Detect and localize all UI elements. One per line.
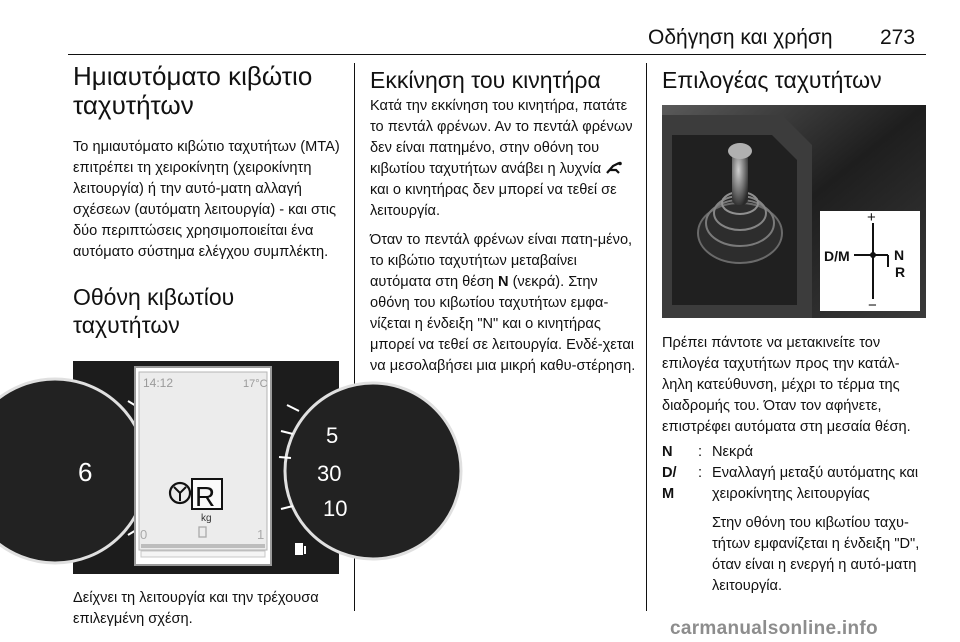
gearbox-display-figure [73, 361, 348, 574]
definition-row [662, 442, 928, 463]
paragraph-text-continued: (νεκρά). Στην οθόνη του κιβωτίου ταχυτήτων εμφα-νίζεται η ένδειξη "N" και ο κινητήρας μπορεί να τεθεί σε λειτουργία. Ενδέ-χεται να μεσολαβήσει μια μικρή καθυ-στέρηση. [370, 274, 636, 374]
definition-separator: : [698, 465, 703, 481]
pattern-dm: D/M [824, 248, 850, 264]
gear-lever-illustration [662, 105, 926, 318]
brake-pedal-lamp-icon [605, 161, 623, 175]
paragraph-text: Κατά την εκκίνηση του κινητήρα, πατάτε το πεντάλ φρένων. Αν το πεντάλ φρένων δεν είναι πατημένο, στην οθόνη του κιβωτίου ταχυτήτων ανάβει η λυχνία [370, 98, 633, 177]
section-heading-engine-start: Εκκίνηση του κινητήρα [370, 67, 601, 93]
column-left [73, 61, 348, 630]
column-divider-2 [646, 63, 647, 611]
pattern-n: N [894, 247, 905, 263]
gauge-right-number-2: 30 [317, 461, 342, 486]
definition-note-row [662, 513, 928, 597]
pattern-minus: − [868, 297, 877, 314]
kg-label: kg [201, 513, 212, 524]
scale-max: 1 [257, 527, 265, 542]
figure-caption: Δείχνει τη λειτουργία και την τρέχουσα επιλεγμένη σχέση. [73, 590, 319, 627]
instrument-cluster-illustration [73, 361, 348, 574]
watermark: carmanualsonline.info [670, 618, 878, 639]
definition-description: Εναλλαγή μεταξύ αυτόματης και χειροκίνητης λειτουργίας [712, 465, 919, 502]
intro-paragraph: Το ημιαυτόματο κιβώτιο ταχυτήτων (MTA) επιτρέπει τη χειροκίνητη (χειροκίνητη λειτουργία) ή την αυτό-ματη αλλαγή σχέσεων (αυτόματη λειτουργία) - και στις δύο περιπτώσεις χρησιμοποιείται ένα αυτόματο σύστημα ελέγχου συμπλέκτη. [73, 139, 340, 260]
subsection-heading: Οθόνη κιβωτίου ταχυτήτων [73, 284, 235, 338]
gear-selector-figure [662, 105, 926, 318]
header-title: Οδήγηση και χρήση [648, 26, 833, 49]
scale-min: 0 [140, 527, 148, 542]
definition-term: D/ M [662, 465, 677, 502]
column-middle [370, 62, 636, 377]
display-time: 14:12 [143, 376, 174, 390]
column-right [662, 62, 928, 597]
paragraph-text: Όταν το πεντάλ φρένων είναι πατη-μένο, το κιβώτιο ταχυτήτων μεταβαίνει αυτόματα στη θέση [370, 232, 633, 290]
gauge-right-number-1: 5 [326, 423, 339, 448]
definition-separator: : [698, 444, 703, 460]
paragraph-text-continued: και ο κινητήρας δεν μπορεί να τεθεί σε λειτουργία. [370, 182, 617, 219]
header-rule [68, 54, 926, 55]
page-number: 273 [880, 26, 916, 49]
gauge-left-number: 6 [78, 457, 93, 487]
section-heading-gear-selector: Επιλογέας ταχυτήτων [662, 67, 882, 93]
definition-row [662, 463, 928, 505]
pattern-r: R [895, 264, 906, 280]
definition-list [662, 442, 928, 597]
gauge-right-number-3: 10 [323, 496, 348, 521]
display-temperature: 17°C [243, 378, 268, 390]
section-heading: Ημιαυτόματο κιβώτιο ταχυτήτων [73, 61, 313, 120]
gear-letter: R [195, 481, 216, 512]
definition-note: Στην οθόνη του κιβωτίου ταχυ-τήτων εμφανίζεται η ένδειξη "D", όταν είναι η ενεργή η αυτό-ματη λειτουργία. [712, 515, 920, 594]
gear-selector-paragraph: Πρέπει πάντοτε να μετακινείτε τον επιλογέα ταχυτήτων προς την κατάλ-ληλη κατεύθυνση, μέχρι το τέρμα της διαδρομής του. Όταν τον αφήνετε, επιστρέφει αυτόματα στη μεσαία θέση. [662, 335, 911, 435]
pattern-plus: + [867, 209, 876, 226]
engine-start-paragraph-2 [370, 230, 636, 377]
engine-start-paragraph-1 [370, 96, 636, 222]
definition-description: Νεκρά [712, 444, 754, 460]
neutral-position-label: N [497, 274, 509, 290]
definition-term: N [662, 444, 673, 460]
